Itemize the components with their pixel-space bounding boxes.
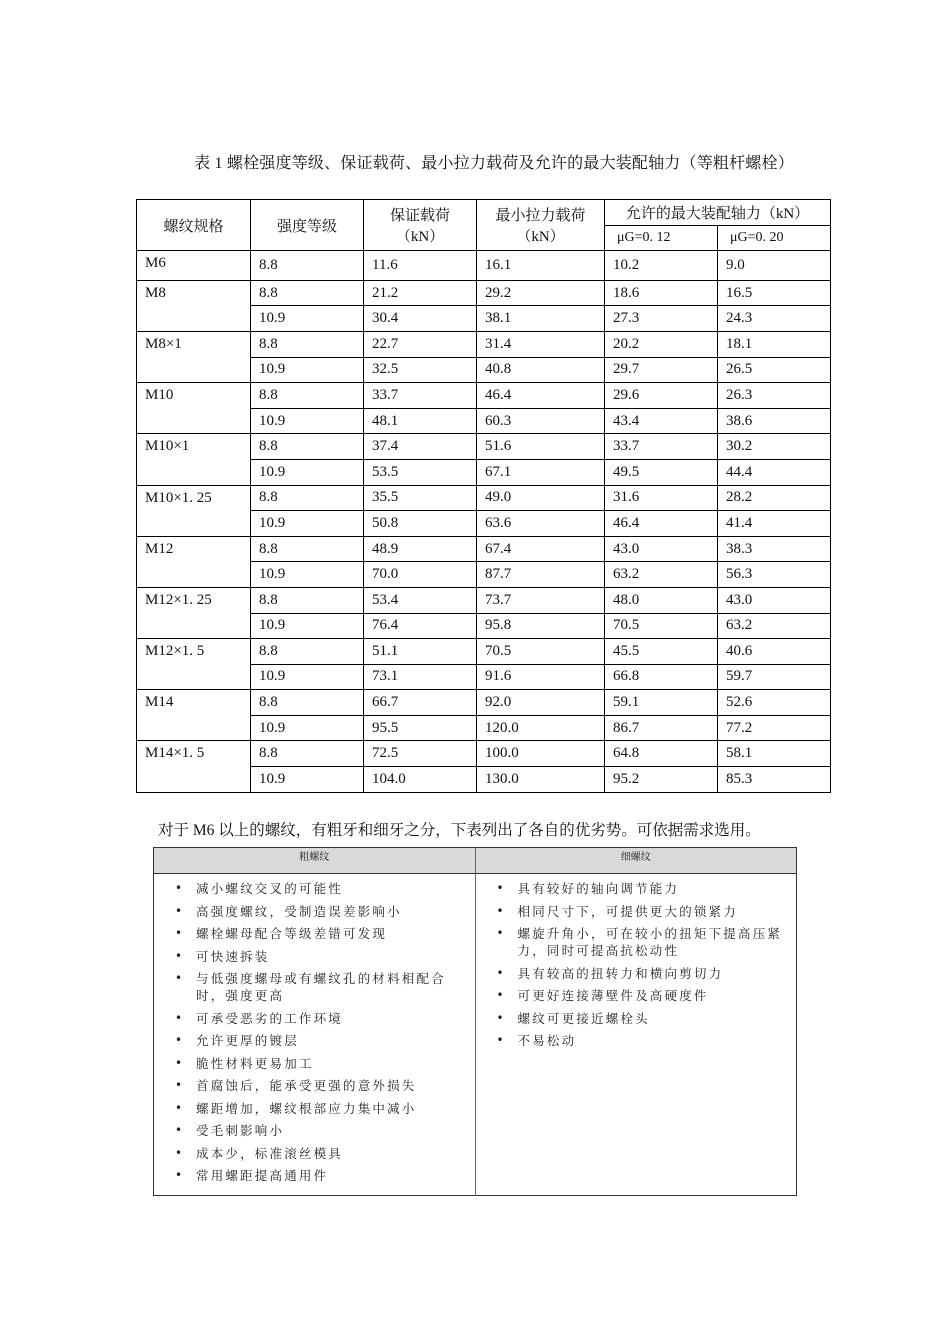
axial-mu020-cell: 77.2 [718, 715, 831, 741]
list-item: • 成本少，标准滚丝模具 [175, 1145, 475, 1162]
axial-mu020-cell: 52.6 [718, 690, 831, 716]
grade-cell: 8.8 [251, 434, 364, 460]
min-tensile-cell: 63.6 [477, 511, 605, 537]
grade-cell: 8.8 [251, 741, 364, 767]
coarse-thread-column [154, 874, 476, 1196]
axial-mu020-cell: 85.3 [718, 767, 831, 793]
proof-load-cell: 53.4 [364, 587, 477, 613]
list-item: • 螺纹可更接近螺栓头 [497, 1010, 797, 1027]
list-item: • 高强度螺纹，受制造误差影响小 [175, 903, 475, 920]
spec-cell: M10×1. 25 [137, 485, 251, 536]
spec-cell: M6 [137, 251, 251, 281]
min-tensile-cell: 49.0 [477, 485, 605, 511]
axial-mu020-cell: 38.6 [718, 408, 831, 434]
min-tensile-cell: 31.4 [477, 331, 605, 357]
list-item: • 首腐蚀后，能承受更强的意外损失 [175, 1077, 475, 1094]
axial-mu020-cell: 38.3 [718, 536, 831, 562]
axial-mu012-cell: 70.5 [605, 613, 718, 639]
table-caption: 表 1 螺栓强度等级、保证载荷、最小拉力载荷及允许的最大装配轴力（等粗杆螺栓） [194, 155, 794, 172]
axial-mu012-cell: 10.2 [605, 251, 718, 281]
grade-cell: 10.9 [251, 767, 364, 793]
list-item: • 可快速拆装 [175, 948, 475, 965]
axial-mu012-cell: 49.5 [605, 459, 718, 485]
header-proof-load-label: 保证载荷 [389, 208, 450, 225]
header-max-axial: 允许的最大装配轴力（kN） [605, 200, 831, 226]
axial-mu012-cell: 63.2 [605, 562, 718, 588]
min-tensile-cell: 40.8 [477, 357, 605, 383]
header-spec: 螺纹规格 [137, 200, 251, 251]
fine-thread-column [476, 874, 797, 1196]
fine-thread-header: 细螺纹 [620, 852, 651, 863]
header-proof-load-unit: （kN） [395, 229, 445, 246]
header-grade: 强度等级 [251, 200, 364, 251]
grade-cell: 8.8 [251, 331, 364, 357]
proof-load-cell: 48.1 [364, 408, 477, 434]
grade-cell: 10.9 [251, 562, 364, 588]
list-item: • 可承受恶劣的工作环境 [175, 1010, 475, 1027]
proof-load-cell: 22.7 [364, 331, 477, 357]
spec-cell: M12 [137, 536, 251, 587]
grade-cell: 10.9 [251, 511, 364, 537]
proof-load-cell: 33.7 [364, 383, 477, 409]
grade-cell: 8.8 [251, 485, 364, 511]
proof-load-cell: 95.5 [364, 715, 477, 741]
proof-load-cell: 72.5 [364, 741, 477, 767]
table-row [137, 434, 831, 460]
bolt-strength-table [136, 199, 831, 793]
proof-load-cell: 35.5 [364, 485, 477, 511]
min-tensile-cell: 91.6 [477, 664, 605, 690]
grade-cell: 8.8 [251, 639, 364, 665]
axial-mu020-cell: 41.4 [718, 511, 831, 537]
table-row [137, 690, 831, 716]
min-tensile-cell: 130.0 [477, 767, 605, 793]
proof-load-cell: 37.4 [364, 434, 477, 460]
proof-load-cell: 66.7 [364, 690, 477, 716]
min-tensile-cell: 100.0 [477, 741, 605, 767]
grade-cell: 8.8 [251, 280, 364, 306]
table-body [137, 251, 831, 792]
thread-comparison-table [153, 847, 797, 1196]
axial-mu012-cell: 45.5 [605, 639, 718, 665]
spec-cell: M14×1. 5 [137, 741, 251, 792]
spec-cell: M8×1 [137, 331, 251, 382]
axial-mu012-cell: 43.4 [605, 408, 718, 434]
axial-mu020-cell: 59.7 [718, 664, 831, 690]
grade-cell: 10.9 [251, 715, 364, 741]
table-row [137, 331, 831, 357]
list-item: • 常用螺距提高通用件 [175, 1167, 475, 1184]
table-row [137, 383, 831, 409]
list-item: • 不易松动 [497, 1032, 797, 1049]
axial-mu020-cell: 28.2 [718, 485, 831, 511]
spec-cell: M14 [137, 690, 251, 741]
proof-load-cell: 51.1 [364, 639, 477, 665]
axial-mu012-cell: 31.6 [605, 485, 718, 511]
proof-load-cell: 70.0 [364, 562, 477, 588]
header-mu-020: μG=0. 20 [718, 225, 831, 251]
table-row [137, 741, 831, 767]
axial-mu020-cell: 63.2 [718, 613, 831, 639]
axial-mu012-cell: 59.1 [605, 690, 718, 716]
header-min-tensile-label: 最小拉力载荷 [495, 208, 586, 225]
axial-mu020-cell: 40.6 [718, 639, 831, 665]
proof-load-cell: 53.5 [364, 459, 477, 485]
grade-cell: 10.9 [251, 664, 364, 690]
header-min-tensile [477, 200, 605, 251]
axial-mu020-cell: 16.5 [718, 280, 831, 306]
list-item: • 螺栓螺母配合等级差错可发现 [175, 925, 475, 942]
table-row [137, 251, 831, 281]
list-item: • 可更好连接薄壁件及高硬度件 [497, 987, 797, 1004]
min-tensile-cell: 60.3 [477, 408, 605, 434]
grade-cell: 10.9 [251, 613, 364, 639]
header-proof-load [364, 200, 477, 251]
min-tensile-cell: 51.6 [477, 434, 605, 460]
grade-cell: 10.9 [251, 306, 364, 332]
axial-mu012-cell: 46.4 [605, 511, 718, 537]
axial-mu012-cell: 33.7 [605, 434, 718, 460]
thread-note: 对于 M6 以上的螺纹，有粗牙和细牙之分，下表列出了各自的优劣势。可依据需求选用。 [158, 822, 761, 839]
axial-mu012-cell: 43.0 [605, 536, 718, 562]
proof-load-cell: 76.4 [364, 613, 477, 639]
axial-mu020-cell: 43.0 [718, 587, 831, 613]
grade-cell: 8.8 [251, 690, 364, 716]
grade-cell: 10.9 [251, 459, 364, 485]
axial-mu012-cell: 86.7 [605, 715, 718, 741]
proof-load-cell: 21.2 [364, 280, 477, 306]
axial-mu012-cell: 29.7 [605, 357, 718, 383]
axial-mu012-cell: 64.8 [605, 741, 718, 767]
grade-cell: 8.8 [251, 536, 364, 562]
axial-mu020-cell: 18.1 [718, 331, 831, 357]
min-tensile-cell: 46.4 [477, 383, 605, 409]
axial-mu020-cell: 58.1 [718, 741, 831, 767]
axial-mu020-cell: 30.2 [718, 434, 831, 460]
list-item: • 允许更厚的镀层 [175, 1032, 475, 1049]
axial-mu020-cell: 44.4 [718, 459, 831, 485]
axial-mu012-cell: 95.2 [605, 767, 718, 793]
grade-cell: 10.9 [251, 408, 364, 434]
proof-load-cell: 73.1 [364, 664, 477, 690]
spec-cell: M10×1 [137, 434, 251, 485]
header-min-tensile-unit: （kN） [516, 229, 565, 246]
min-tensile-cell: 120.0 [477, 715, 605, 741]
axial-mu020-cell: 26.5 [718, 357, 831, 383]
table-row [137, 485, 831, 511]
min-tensile-cell: 73.7 [477, 587, 605, 613]
table-row [137, 280, 831, 306]
list-item: • 脆性材料更易加工 [175, 1055, 475, 1072]
proof-load-cell: 32.5 [364, 357, 477, 383]
list-item: • 减小螺纹交叉的可能性 [175, 880, 475, 897]
min-tensile-cell: 87.7 [477, 562, 605, 588]
table-row [137, 587, 831, 613]
spec-cell: M10 [137, 383, 251, 434]
axial-mu020-cell: 9.0 [718, 251, 831, 281]
grade-cell: 8.8 [251, 251, 364, 281]
axial-mu012-cell: 29.6 [605, 383, 718, 409]
table-row [137, 536, 831, 562]
proof-load-cell: 30.4 [364, 306, 477, 332]
list-item: • 具有较好的轴向调节能力 [497, 880, 797, 897]
list-item: • 相同尺寸下，可提供更大的锁紧力 [497, 903, 797, 920]
min-tensile-cell: 29.2 [477, 280, 605, 306]
axial-mu020-cell: 24.3 [718, 306, 831, 332]
list-item: • 受毛刺影响小 [175, 1122, 475, 1139]
axial-mu012-cell: 48.0 [605, 587, 718, 613]
axial-mu012-cell: 66.8 [605, 664, 718, 690]
axial-mu012-cell: 20.2 [605, 331, 718, 357]
list-item: • 螺旋升角小，可在较小的扭矩下提高压紧力，同时可提高抗松动性 [497, 925, 797, 959]
spec-cell: M12×1. 25 [137, 587, 251, 638]
axial-mu020-cell: 26.3 [718, 383, 831, 409]
axial-mu012-cell: 27.3 [605, 306, 718, 332]
list-item: • 与低强度螺母或有螺纹孔的材料相配合时，强度更高 [175, 970, 475, 1004]
min-tensile-cell: 70.5 [477, 639, 605, 665]
min-tensile-cell: 16.1 [477, 251, 605, 281]
grade-cell: 8.8 [251, 587, 364, 613]
min-tensile-cell: 67.1 [477, 459, 605, 485]
list-item: • 螺距增加，螺纹根部应力集中减小 [175, 1100, 475, 1117]
header-mu-012: μG=0. 12 [605, 225, 718, 251]
min-tensile-cell: 67.4 [477, 536, 605, 562]
proof-load-cell: 11.6 [364, 251, 477, 281]
table-row [137, 639, 831, 665]
min-tensile-cell: 95.8 [477, 613, 605, 639]
axial-mu020-cell: 56.3 [718, 562, 831, 588]
min-tensile-cell: 38.1 [477, 306, 605, 332]
proof-load-cell: 104.0 [364, 767, 477, 793]
min-tensile-cell: 92.0 [477, 690, 605, 716]
proof-load-cell: 50.8 [364, 511, 477, 537]
spec-cell: M8 [137, 280, 251, 331]
proof-load-cell: 48.9 [364, 536, 477, 562]
coarse-thread-header: 粗螺纹 [154, 848, 476, 873]
spec-cell: M12×1. 5 [137, 639, 251, 690]
list-item: • 具有较高的扭转力和横向剪切力 [497, 965, 797, 982]
grade-cell: 8.8 [251, 383, 364, 409]
axial-mu012-cell: 18.6 [605, 280, 718, 306]
grade-cell: 10.9 [251, 357, 364, 383]
